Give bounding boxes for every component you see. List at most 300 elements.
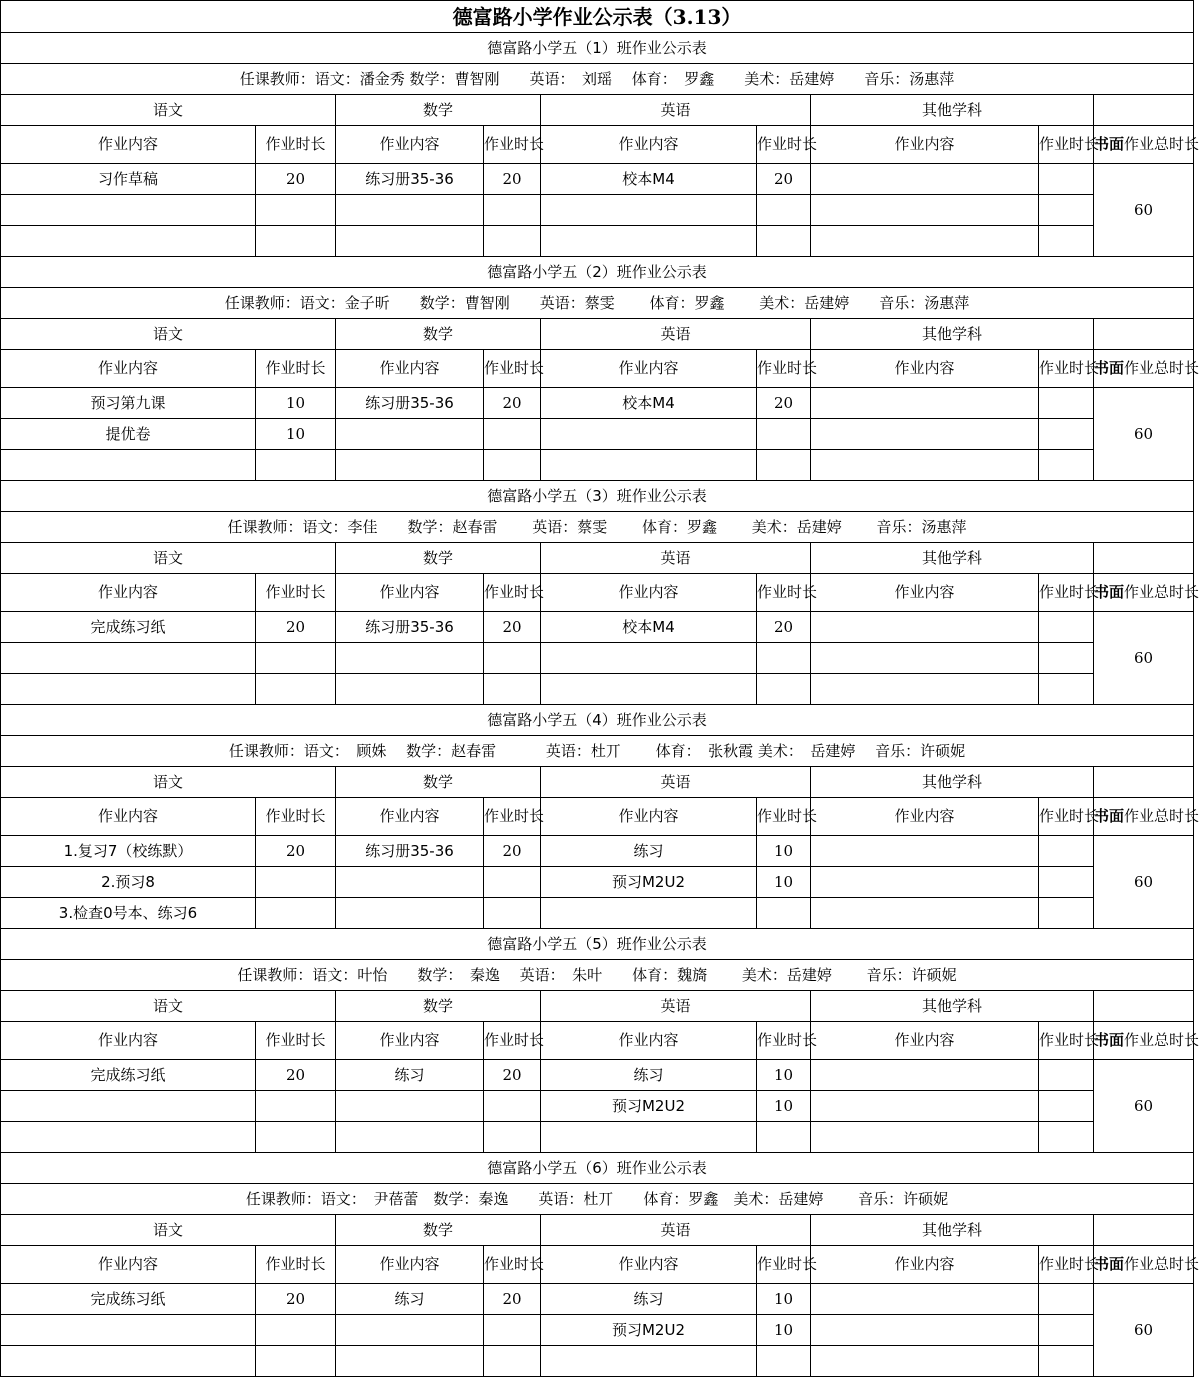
other-content <box>811 1346 1039 1377</box>
other-duration <box>1039 195 1094 226</box>
english-duration <box>757 226 811 257</box>
chinese-content: 预习第九课 <box>1 388 256 419</box>
chinese-content-header: 作业内容 <box>1 1246 256 1284</box>
table-row <box>1 419 1194 450</box>
chinese-content <box>1 674 256 705</box>
class-title: 德富路小学五（6）班作业公示表 <box>1 1153 1194 1184</box>
other-duration <box>1039 898 1094 929</box>
math-duration <box>484 226 541 257</box>
column-header-row <box>1 350 1194 388</box>
subject-other: 其他学科 <box>811 95 1094 126</box>
english-duration <box>757 674 811 705</box>
chinese-content-header: 作业内容 <box>1 1022 256 1060</box>
math-duration-header: 作业时长 <box>484 574 541 612</box>
teacher-list: 任课教师：语文：叶怡 数学： 秦逸 英语： 朱叶 体育：魏旖 美术：岳建婷 音乐：许硕妮 <box>1 960 1194 991</box>
math-duration <box>484 1346 541 1377</box>
header-blank <box>1094 543 1194 574</box>
total-duration: 60 <box>1094 388 1194 481</box>
chinese-content: 3.检查0号本、练习6 <box>1 898 256 929</box>
english-content <box>541 643 757 674</box>
english-content <box>541 898 757 929</box>
math-duration: 20 <box>484 164 541 195</box>
subject-other: 其他学科 <box>811 1215 1094 1246</box>
subject-header-row <box>1 543 1194 574</box>
chinese-content <box>1 1122 256 1153</box>
table-row <box>1 1284 1194 1315</box>
other-duration-header: 作业时长 <box>1039 350 1094 388</box>
column-header-row <box>1 126 1194 164</box>
math-duration <box>484 674 541 705</box>
total-header-rest: 作业总时长 <box>1124 1255 1199 1274</box>
total-header-bold: 书面 <box>1094 807 1125 826</box>
other-content <box>811 164 1039 195</box>
other-content <box>811 1315 1039 1346</box>
header-blank <box>1094 319 1194 350</box>
total-duration-header <box>1094 1022 1199 1060</box>
chinese-content: 习作草稿 <box>1 164 256 195</box>
class-title-row <box>1 33 1194 64</box>
subject-math: 数学 <box>336 991 541 1022</box>
chinese-duration: 10 <box>256 388 336 419</box>
chinese-duration <box>256 450 336 481</box>
class-title: 德富路小学五（1）班作业公示表 <box>1 33 1194 64</box>
math-content-header: 作业内容 <box>336 1022 484 1060</box>
total-duration: 60 <box>1094 1284 1194 1377</box>
other-content-header: 作业内容 <box>811 574 1039 612</box>
chinese-content <box>1 643 256 674</box>
subject-math: 数学 <box>336 1215 541 1246</box>
total-duration-header <box>1094 350 1199 388</box>
english-duration: 20 <box>757 612 811 643</box>
other-content <box>811 195 1039 226</box>
chinese-duration: 20 <box>256 836 336 867</box>
math-content <box>336 226 484 257</box>
chinese-duration <box>256 867 336 898</box>
title-row <box>1 1 1194 33</box>
teacher-list: 任课教师：语文：李佳 数学：赵春雷 英语：蔡雯 体育：罗鑫 美术：岳建婷 音乐：汤惠萍 <box>1 512 1194 543</box>
english-duration-header: 作业时长 <box>757 350 811 388</box>
english-content-header: 作业内容 <box>541 574 757 612</box>
chinese-content <box>1 1346 256 1377</box>
other-content <box>811 612 1039 643</box>
total-header-rest: 作业总时长 <box>1124 583 1199 602</box>
total-header-bold: 书面 <box>1094 583 1125 602</box>
math-duration-header: 作业时长 <box>484 798 541 836</box>
column-header-row <box>1 1246 1194 1284</box>
other-content <box>811 836 1039 867</box>
english-content-header: 作业内容 <box>541 350 757 388</box>
other-content <box>811 867 1039 898</box>
other-duration <box>1039 164 1094 195</box>
other-duration <box>1039 1122 1094 1153</box>
class-title: 德富路小学五（2）班作业公示表 <box>1 257 1194 288</box>
table-row <box>1 164 1194 195</box>
other-content <box>811 1091 1039 1122</box>
math-duration: 20 <box>484 388 541 419</box>
chinese-content <box>1 195 256 226</box>
other-duration <box>1039 836 1094 867</box>
other-duration <box>1039 226 1094 257</box>
math-duration: 20 <box>484 1284 541 1315</box>
subject-other: 其他学科 <box>811 319 1094 350</box>
teacher-list: 任课教师：语文：金子昕 数学：曹智刚 英语：蔡雯 体育：罗鑫 美术：岳建婷 音乐：汤惠萍 <box>1 288 1194 319</box>
math-content-header: 作业内容 <box>336 126 484 164</box>
total-header-bold: 书面 <box>1094 1255 1125 1274</box>
english-duration: 10 <box>757 1284 811 1315</box>
subject-chinese: 语文 <box>1 991 336 1022</box>
math-content <box>336 898 484 929</box>
page-title: 德富路小学作业公示表（3.13） <box>1 1 1194 33</box>
subject-english: 英语 <box>541 543 811 574</box>
chinese-content-header: 作业内容 <box>1 798 256 836</box>
header-blank <box>1094 767 1194 798</box>
math-duration <box>484 1122 541 1153</box>
table-row <box>1 643 1194 674</box>
subject-english: 英语 <box>541 319 811 350</box>
math-content-header: 作业内容 <box>336 350 484 388</box>
math-content <box>336 1091 484 1122</box>
english-duration-header: 作业时长 <box>757 126 811 164</box>
math-duration-header: 作业时长 <box>484 126 541 164</box>
other-content <box>811 1284 1039 1315</box>
total-duration: 60 <box>1094 164 1194 257</box>
chinese-duration: 20 <box>256 164 336 195</box>
subject-header-row <box>1 1215 1194 1246</box>
math-content: 练习 <box>336 1060 484 1091</box>
class-title: 德富路小学五（5）班作业公示表 <box>1 929 1194 960</box>
math-duration <box>484 898 541 929</box>
english-content: 预习M2U2 <box>541 867 757 898</box>
other-content <box>811 388 1039 419</box>
english-duration: 20 <box>757 388 811 419</box>
subject-other: 其他学科 <box>811 543 1094 574</box>
other-duration-header: 作业时长 <box>1039 1246 1094 1284</box>
homework-table-body <box>1 1 1199 1377</box>
class-title-row <box>1 929 1194 960</box>
other-content <box>811 898 1039 929</box>
chinese-duration: 10 <box>256 419 336 450</box>
chinese-duration-header: 作业时长 <box>256 350 336 388</box>
other-content-header: 作业内容 <box>811 798 1039 836</box>
other-content-header: 作业内容 <box>811 1022 1039 1060</box>
english-content <box>541 674 757 705</box>
subject-english: 英语 <box>541 95 811 126</box>
subject-other: 其他学科 <box>811 767 1094 798</box>
total-duration: 60 <box>1094 612 1194 705</box>
english-content: 预习M2U2 <box>541 1315 757 1346</box>
english-content-header: 作业内容 <box>541 1022 757 1060</box>
subject-math: 数学 <box>336 319 541 350</box>
chinese-duration <box>256 1122 336 1153</box>
english-content <box>541 1346 757 1377</box>
table-row <box>1 195 1194 226</box>
table-row <box>1 1346 1194 1377</box>
math-duration <box>484 450 541 481</box>
table-row <box>1 898 1194 929</box>
other-content <box>811 450 1039 481</box>
total-header-rest: 作业总时长 <box>1124 359 1199 378</box>
math-duration-header: 作业时长 <box>484 350 541 388</box>
total-duration-header <box>1094 798 1199 836</box>
chinese-duration: 20 <box>256 1060 336 1091</box>
chinese-duration <box>256 898 336 929</box>
total-duration-header <box>1094 574 1199 612</box>
english-content: 练习 <box>541 1060 757 1091</box>
subject-chinese: 语文 <box>1 95 336 126</box>
subject-english: 英语 <box>541 991 811 1022</box>
total-duration: 60 <box>1094 836 1194 929</box>
chinese-content <box>1 1091 256 1122</box>
english-content: 校本M4 <box>541 164 757 195</box>
table-row <box>1 1091 1194 1122</box>
english-content <box>541 450 757 481</box>
total-duration-header <box>1094 126 1199 164</box>
other-content <box>811 1060 1039 1091</box>
english-duration <box>757 1122 811 1153</box>
total-header-rest: 作业总时长 <box>1124 135 1199 154</box>
english-duration-header: 作业时长 <box>757 574 811 612</box>
math-content <box>336 867 484 898</box>
other-duration <box>1039 867 1094 898</box>
chinese-duration <box>256 1346 336 1377</box>
math-content: 练习册35-36 <box>336 612 484 643</box>
other-duration <box>1039 1346 1094 1377</box>
chinese-content: 完成练习纸 <box>1 1284 256 1315</box>
english-duration <box>757 643 811 674</box>
subject-english: 英语 <box>541 767 811 798</box>
other-duration <box>1039 450 1094 481</box>
math-content <box>336 419 484 450</box>
other-duration-header: 作业时长 <box>1039 1022 1094 1060</box>
math-duration <box>484 419 541 450</box>
math-content <box>336 643 484 674</box>
chinese-duration: 20 <box>256 1284 336 1315</box>
total-header-bold: 书面 <box>1094 135 1125 154</box>
other-content <box>811 419 1039 450</box>
chinese-duration-header: 作业时长 <box>256 1022 336 1060</box>
english-duration <box>757 898 811 929</box>
math-duration <box>484 1091 541 1122</box>
table-row <box>1 388 1194 419</box>
math-content <box>336 1122 484 1153</box>
chinese-duration-header: 作业时长 <box>256 126 336 164</box>
column-header-row <box>1 1022 1194 1060</box>
chinese-content: 提优卷 <box>1 419 256 450</box>
english-content <box>541 1122 757 1153</box>
table-row <box>1 450 1194 481</box>
table-row <box>1 612 1194 643</box>
math-content <box>336 195 484 226</box>
math-content: 练习册35-36 <box>336 836 484 867</box>
math-duration: 20 <box>484 1060 541 1091</box>
chinese-duration: 20 <box>256 612 336 643</box>
other-content-header: 作业内容 <box>811 350 1039 388</box>
english-content <box>541 195 757 226</box>
english-duration-header: 作业时长 <box>757 798 811 836</box>
subject-header-row <box>1 767 1194 798</box>
other-content <box>811 674 1039 705</box>
other-duration <box>1039 674 1094 705</box>
math-duration-header: 作业时长 <box>484 1246 541 1284</box>
other-content-header: 作业内容 <box>811 1246 1039 1284</box>
header-blank <box>1094 1215 1194 1246</box>
teachers-row <box>1 736 1194 767</box>
chinese-duration-header: 作业时长 <box>256 574 336 612</box>
english-duration <box>757 419 811 450</box>
table-row <box>1 867 1194 898</box>
other-duration <box>1039 1060 1094 1091</box>
english-duration: 10 <box>757 836 811 867</box>
teacher-list: 任课教师：语文：潘金秀 数学：曹智刚 英语： 刘瑶 体育： 罗鑫 美术：岳建婷 音乐：汤惠萍 <box>1 64 1194 95</box>
teachers-row <box>1 288 1194 319</box>
math-content-header: 作业内容 <box>336 798 484 836</box>
math-duration: 20 <box>484 836 541 867</box>
subject-header-row <box>1 991 1194 1022</box>
subject-header-row <box>1 95 1194 126</box>
chinese-duration-header: 作业时长 <box>256 798 336 836</box>
subject-chinese: 语文 <box>1 1215 336 1246</box>
table-row <box>1 674 1194 705</box>
chinese-duration <box>256 1091 336 1122</box>
teacher-list: 任课教师：语文： 顾姝 数学：赵春雷 英语：杜丌 体育： 张秋霞 美术： 岳建婷 音乐：许硕妮 <box>1 736 1194 767</box>
english-content <box>541 419 757 450</box>
other-duration-header: 作业时长 <box>1039 798 1094 836</box>
math-content: 练习册35-36 <box>336 164 484 195</box>
other-duration <box>1039 1284 1094 1315</box>
chinese-content <box>1 450 256 481</box>
chinese-content-header: 作业内容 <box>1 574 256 612</box>
english-duration: 10 <box>757 1315 811 1346</box>
math-duration <box>484 867 541 898</box>
subject-math: 数学 <box>336 543 541 574</box>
class-title-row <box>1 705 1194 736</box>
teachers-row <box>1 960 1194 991</box>
chinese-content: 完成练习纸 <box>1 1060 256 1091</box>
subject-header-row <box>1 319 1194 350</box>
column-header-row <box>1 574 1194 612</box>
english-duration <box>757 195 811 226</box>
other-duration <box>1039 1091 1094 1122</box>
chinese-content: 2.预习8 <box>1 867 256 898</box>
subject-chinese: 语文 <box>1 319 336 350</box>
math-duration-header: 作业时长 <box>484 1022 541 1060</box>
table-row <box>1 1315 1194 1346</box>
math-duration <box>484 1315 541 1346</box>
class-title: 德富路小学五（4）班作业公示表 <box>1 705 1194 736</box>
english-content: 预习M2U2 <box>541 1091 757 1122</box>
table-row <box>1 1122 1194 1153</box>
other-duration-header: 作业时长 <box>1039 574 1094 612</box>
teachers-row <box>1 1184 1194 1215</box>
math-duration <box>484 195 541 226</box>
english-content-header: 作业内容 <box>541 126 757 164</box>
english-content-header: 作业内容 <box>541 1246 757 1284</box>
english-duration: 10 <box>757 1091 811 1122</box>
subject-chinese: 语文 <box>1 543 336 574</box>
chinese-duration-header: 作业时长 <box>256 1246 336 1284</box>
other-content <box>811 643 1039 674</box>
english-content: 校本M4 <box>541 612 757 643</box>
total-header-bold: 书面 <box>1094 359 1125 378</box>
total-duration-header <box>1094 1246 1199 1284</box>
math-duration <box>484 643 541 674</box>
subject-math: 数学 <box>336 767 541 798</box>
math-content: 练习册35-36 <box>336 388 484 419</box>
math-content <box>336 1346 484 1377</box>
english-content: 校本M4 <box>541 388 757 419</box>
table-row <box>1 1060 1194 1091</box>
table-row <box>1 836 1194 867</box>
english-content: 练习 <box>541 836 757 867</box>
english-duration: 10 <box>757 867 811 898</box>
table-row <box>1 226 1194 257</box>
chinese-content: 1.复习7（校练默） <box>1 836 256 867</box>
class-title: 德富路小学五（3）班作业公示表 <box>1 481 1194 512</box>
other-content <box>811 1122 1039 1153</box>
chinese-duration <box>256 643 336 674</box>
other-content <box>811 226 1039 257</box>
math-content <box>336 674 484 705</box>
other-duration <box>1039 612 1094 643</box>
column-header-row <box>1 798 1194 836</box>
english-duration <box>757 450 811 481</box>
english-content <box>541 226 757 257</box>
math-content <box>336 450 484 481</box>
other-duration <box>1039 388 1094 419</box>
english-content: 练习 <box>541 1284 757 1315</box>
header-blank <box>1094 991 1194 1022</box>
total-header-bold: 书面 <box>1094 1031 1125 1050</box>
chinese-duration <box>256 1315 336 1346</box>
chinese-content <box>1 1315 256 1346</box>
chinese-duration <box>256 674 336 705</box>
english-duration-header: 作业时长 <box>757 1246 811 1284</box>
teacher-list: 任课教师：语文： 尹蓓蕾 数学：秦逸 英语：杜丌 体育：罗鑫 美术：岳建婷 音乐：许硕妮 <box>1 1184 1194 1215</box>
chinese-duration <box>256 195 336 226</box>
header-blank <box>1094 95 1194 126</box>
math-content <box>336 1315 484 1346</box>
math-content-header: 作业内容 <box>336 574 484 612</box>
english-duration-header: 作业时长 <box>757 1022 811 1060</box>
total-duration: 60 <box>1094 1060 1194 1153</box>
other-duration <box>1039 1315 1094 1346</box>
teachers-row <box>1 64 1194 95</box>
other-duration <box>1039 419 1094 450</box>
other-duration <box>1039 643 1094 674</box>
english-duration: 10 <box>757 1060 811 1091</box>
chinese-content-header: 作业内容 <box>1 126 256 164</box>
math-content: 练习 <box>336 1284 484 1315</box>
chinese-content-header: 作业内容 <box>1 350 256 388</box>
class-title-row <box>1 481 1194 512</box>
english-content-header: 作业内容 <box>541 798 757 836</box>
other-duration-header: 作业时长 <box>1039 126 1094 164</box>
teachers-row <box>1 512 1194 543</box>
total-header-rest: 作业总时长 <box>1124 1031 1199 1050</box>
other-content-header: 作业内容 <box>811 126 1039 164</box>
math-duration: 20 <box>484 612 541 643</box>
subject-chinese: 语文 <box>1 767 336 798</box>
subject-math: 数学 <box>336 95 541 126</box>
total-header-rest: 作业总时长 <box>1124 807 1199 826</box>
class-title-row <box>1 257 1194 288</box>
english-duration: 20 <box>757 164 811 195</box>
chinese-duration <box>256 226 336 257</box>
chinese-content <box>1 226 256 257</box>
chinese-content: 完成练习纸 <box>1 612 256 643</box>
english-duration <box>757 1346 811 1377</box>
subject-other: 其他学科 <box>811 991 1094 1022</box>
